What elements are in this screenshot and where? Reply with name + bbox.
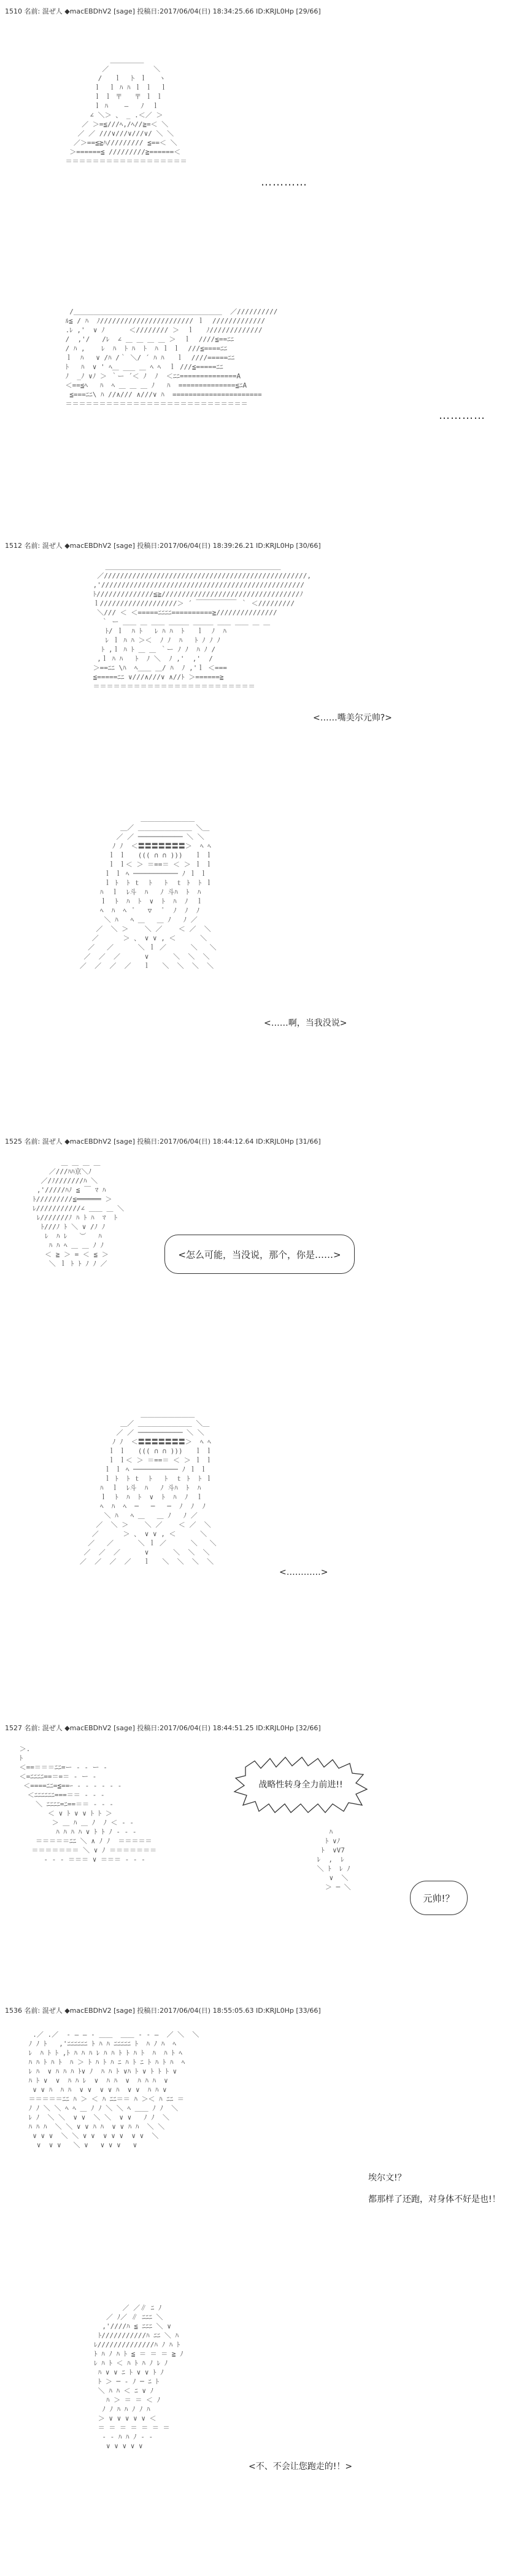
post-header: 1536 名前: 混ぜ人 ◆macEBDhV2 [sage] 投稿日:2017/06/04(日) 18:55:05.63 ID:KRJL0Hp [33/66] (5, 2007, 321, 2015)
speech-text: 都那样了还跑，对身体不好是也!！ (368, 2195, 501, 2204)
ascii-art-fragment: ﾊ ﾄ ∨ﾉ ﾄ ∨V7 ﾚ , ﾚ ＼ ﾄ ﾚ ﾉ ∨ ＼ ＞ ─ ＼ (317, 1828, 351, 1891)
post-header: 1527 名前: 混ぜ人 ◆macEBDhV2 [sage] 投稿日:2017/06/04(日) 18:44:51.25 ID:KRJL0Hp [32/66] (5, 1724, 321, 1732)
speech-text: <……嘴美尔元帅?> (313, 713, 392, 723)
speech-text: <……啊，当我没说> (264, 1018, 347, 1028)
speech-bubble (410, 1881, 468, 1915)
ascii-art-figure: ／ ／∥ ﾆ ﾉ ／ ﾉ／ ∥ ﾆﾆﾆ ＼ ,'////ﾊ ≦ ﾆﾆﾆ ＼ ∨ ﾄ///////////ﾊ ﾆﾆ ＼ ﾊ ﾚ//////////////ﾊ ﾉ ﾊ ﾄ ﾄ ﾊ ﾉ ﾊ ﾄ ≦ ＝ ＝ ＝ ≧ ﾉ ﾚ ﾊ ﾄ ＜ ﾊ ﾄ ﾊ ﾉ ﾚ ﾉ ﾊ ∨ ∨ ﾆ ﾄ ∨ ∨ ﾄ ﾉ ﾄ ＞ ─ ‐ ﾉ ─ ﾆ ﾄ ＼ ﾊ ﾊ ＜ ﾆ ∨ ﾉ ﾊ ＞ ＝ ＝ ＜ ﾉ ﾉ ﾉ ﾊ ﾊ ﾉ ﾉ ﾊ ＞ ∨ ∨ ∨ ∨ ∨ ＜ ＝ ＝ ＝ ＝ ＝ ＝ ＝ ‐ ‐ ﾊ ﾊ ﾉ ‐ ‐ ∨ ∨ ∨ ∨ ∨ (94, 2304, 183, 2450)
post-header: 1512 名前: 混ぜ人 ◆macEBDhV2 [sage] 投稿日:2017/06/04(日) 18:39:26.21 ID:KRJL0Hp [30/66] (5, 542, 321, 550)
post-header: 1525 名前: 混ぜ人 ◆macEBDhV2 [sage] 投稿日:2017/06/04(日) 18:44:12.64 ID:KRJL0Hp [31/66] (5, 1138, 321, 1146)
speech-text: 埃尔文!？ (368, 2173, 406, 2183)
ascii-art-figure: ＿＿＿＿＿＿＿＿＿＿＿＿＿＿＿＿＿＿＿＿＿＿＿＿＿＿ ／//////////////////////////////////////////////////, ,'////////////////////////////////////////////////// ﾄ//////////////≦≧//////////////////////////////////ﾉ ｌ///////////////////＞ ´ ￣￣￣￣￣￣ ｀ ＜///////// ＼/// ＜ ＜=====ﾆﾆﾆﾆ==========≧/////////////// ｀ ー ＿＿ ＿ ＿＿ ＿＿＿ ＿＿＿ ＿＿ ＿＿ ＿ ＿ ﾄ/ ｌ ﾊ ﾄ ﾚ ﾊ ﾊ ﾄ ｌ ﾉ ﾊ ﾚ ｌ ﾊ ﾊ ＞＜ ﾉ ﾉ ﾊ ﾄ ﾉ ﾉ ﾉ ﾄ ,ｌ ﾊ ﾄ ＿ ＿ ｀ー ﾉ ﾉ ﾊ ﾉ / ,ｌ ﾊ ﾊ ﾄ ﾉ ＼ ﾉ ,' ,' / ＞==ﾆﾆ \ﾊ ﾍ＿＿ ＿/ ﾊ ﾉ ,'ｌ ＜=== ≦=====ﾆﾆ ∨///∧///∨ ∧//ﾄ ＞======≧ ＝＝＝＝＝＝＝＝＝＝＝＝＝＝＝＝＝＝＝＝＝＝＝＝ (93, 563, 311, 690)
post-header: 1510 名前: 混ぜ人 ◆macEBDhV2 [sage] 投稿日:2017/06/04(日) 18:34:25.66 ID:KRJL0Hp [29/66] (5, 7, 321, 15)
ascii-art-figure: ＿＿＿＿＿＿＿＿ ＿／ ＿＿＿＿＿＿＿＿ ＼＿ ／ ／ ─────────── ＼ ＼ ﾉ ﾉ ＜〓〓〓〓〓〓〓＞ ﾍ ﾍ ｌ ｌ ((( ∩ ∩ ))) ｌ ｌ ｌ ｌ＜ ＞ ＝==＝ ＜ ＞ ｌ ｌ ｌ ｌ ﾍ ─────────── ﾉ ｌ ｌ ｌ ﾄ ﾄ ｔ ﾄ ﾄ ｔ ﾄ ﾄ ｌ ﾊ ｌ ﾚ斗 ﾊ ﾉ 斗ﾊ ﾄ ﾊ ｌ ﾄ ﾊ ﾄ ∨ ﾄ ﾊ ﾉ ｌ ﾍ ﾊ ﾍ ─ ─ ─ ﾉ ﾉ ﾉ ＼ ﾊ ﾍ ＿ ＿ ﾉ ﾉ ／ ／ ＼ ＞ ＼ ／ ＜ ／ ＼ ／ ＞ 、 ∨ ∨ , ＜ ＼ ／ ／ ＼ ｌ ／ ＼ ＼ ／ ／ ／ ∨ ＼ ＼ ＼ ／ ／ ／ ／ ｌ ＼ ＼ ＼ ＼ (79, 1410, 217, 1566)
ascii-art-group: /＿＿＿＿＿＿＿＿＿＿＿＿＿＿＿＿＿＿＿＿＿＿ ／////////// ﾙ≦ / ﾊ ﾉ/////////////////////// ｌ ///////////// .ﾚ ,' ∨ ﾉ ＜//////// ＞ ｌ ﾉ///////////// / ,'/ /ﾚ ∠ ＿ ＿ ＿ ＿ ＞ ｌ ////≦==ﾆﾆ / ﾊ , ﾚ ﾊ ﾄ ﾊ ﾄ ﾊ ｌ ｌ ///≦====ﾆﾆ ｌ ﾊ ∨ /ﾊ /｀ ＼/ ´ ﾊ ﾊ ｌ ////=====ﾆﾆ ﾄ ﾊ ∨ ' ﾍ＿ ___ ＿ ﾍ ﾍ ｌ ///≦=====ﾆﾆ ﾉ _ﾉ ∨ﾉ ＞ ｀ー ´＜ ﾉ ﾉ ＜ﾆﾆ==============A ＜==≦ﾍ ﾊ ﾍ ＿ ＿ ＿ ﾉ ﾊ ==============≦ﾆA ≦===ﾆﾆ\ ﾊ //∧/// ∧///∨ ﾊ ====================== ＝＝＝＝＝＝＝＝＝＝＝＝＝＝＝＝＝＝＝＝＝＝＝＝＝＝＝ (65, 308, 278, 408)
ascii-art-figure: ＿＿＿＿＿ ／ ＼ / ｌ ト ｌ ヽ ｌ ｌ ﾊ ﾊ ｌ ｌ ｌ ｌ ｌ 〒 〒 ｌ ｌ ｌ ﾊ ― ﾉ ｌ ∠ ＼＞ 、 _ .＜／ ＞ ／ ＞=≦///ﾍ,/ﾍ//≧=＜ ＼ ／ ／ ///∨///∨///∨/ ＼ ＼ ／＞==≦≧ﾊ///////// ≦==＜ ＼ ＞======≦ /////////≧======＜ ＝＝＝＝＝＝＝＝＝＝＝＝＝＝＝＝＝＝ (65, 56, 187, 165)
ascii-art-figure: ＿ ＿ ＿ ＿ ／///ﾊﾊ京＼ﾉ ／/ﾉ///////ﾊ ＼ ,'/////ﾊﾉ ≦ ￣ ﾏ ﾊ ﾄ/////////≦══════ ＞ ﾚ///////////∠ ＿＿ ＿ ＼ ﾚ///////ﾉ ﾊ ﾄ ﾊ ﾏ ﾄ ﾄ///ﾉ ﾄ ＼ ∨ /ﾉ ﾉ ﾚ ﾊ ﾚ ︶ ﾊ ﾊ ﾊ ﾍ ＿ ＿ ﾉ ﾉ ＜ ≧ ＞ = ＜ ≦ ＞ ＼ ｌ ﾄ ﾄ ﾉ ﾉ ／ (33, 1158, 125, 1268)
speech-text: 元帅!？ (423, 1892, 455, 1904)
ellipsis-text: ………… (439, 409, 485, 422)
shout-burst (227, 1754, 374, 1815)
ascii-art-figure: ＞. ﾄ ＜==＝＝＝ﾆﾆ=ー ‐ ‐ ー ‐ ＜=ﾆﾆﾆﾆ==＝=＝ ‐ ー ‐ ＜====ﾆﾆ=≦==ｰ ‐ ‐ ‐ ‐ ‐ ‐ ＜ﾆﾆﾆﾆﾆﾆ===＝＝ ‐ ‐ ‐ ＼ ﾆﾆﾆﾆ=ﾆ==＝＝ ‐ ‐ ‐ ＜ ∨ ﾄ ∨ ∨ ﾄ ﾄ ＞ ＞ ＿ ﾊ ＿ ﾉ ﾉ ＜ ‐ ‐ ﾊ ﾊ ﾊ ﾊ ∨ ﾄ ﾄ ﾉ ‐ ‐ ‐ ＝＝＝＝＝ﾆﾆ ＼ ∧ ﾉ ﾉ ＝＝＝＝＝ ＝＝＝＝＝＝＝ ＼ ∨ ﾉ ＝＝＝＝＝＝＝ ‐ ‐ ‐ ＝＝＝ ∨ ＝＝＝ ‐ ‐ ‐ (19, 1745, 157, 1864)
speech-text: 战略性转身全力前进!! (258, 1780, 343, 1790)
speech-bubble (164, 1235, 355, 1274)
ellipsis-text: ………… (261, 176, 307, 189)
ascii-art-group: .／ .／ ‐ ― ― ‐ ＿＿ ＿＿ ‐ ‐ ― ／ ＼ ＼ ﾉ ﾉ ﾄ ,'ﾆﾆﾆﾆﾆﾆ ﾄ ﾊ ﾊ ﾆﾆﾆﾆﾆ ﾄ ﾊ ﾉ ﾊ ﾍ ﾚ ﾊ ﾄ ﾄ ,ﾄ ﾊ ﾊ ﾊ ﾚ ﾊ ﾊ ﾄ ﾄ ﾊ ﾄ ﾊ ﾊ ﾄ ﾍ ﾊ ﾊ ﾄ ﾊ ﾄ ﾊ ＞ ﾄ ﾊ ﾄ ﾊ ﾆ ﾊ ﾄ ﾆ ﾄ ﾊ ﾄ ﾊ ﾍ ﾚ ﾊ ∨ ﾊ ﾊ ﾊ ﾄ∨ ﾉ ﾊ ﾊ ﾄ ∨ﾊ ﾄ ∨ ﾄ ﾄ ﾄ ∨ ﾊ ﾄ ∨ ∨ ﾊ ﾊ ﾚ ∨ ﾊ ﾊ ∨ ﾊ ﾊ ﾊ ∨ ∨ ∨ ﾊ ﾊ ﾊ ∨ ∨ ∨ ∨ ﾊ ∨ ∨ ﾊ ﾊ ∨ ＝＝＝＝＝ﾆﾆ ﾊ ＞ ＜ ﾊ ﾆﾆ＝＝ ﾊ ＞＜ ﾊ ﾆﾆ ＝ ﾉ ﾉ ＼ ＼ ﾍ ﾍ ＿ ﾉ ﾉ ＼ ＼ ﾍ ＿＿ ﾉ ﾉ ＼ ﾚ ﾉ ＼ ＼ ∨ ∨ ＼ ＼ ∨ ∨ ﾉ ﾉ ＼ ﾊ ﾊ ﾊ ＼ ＼ ∨ ∨ ﾊ ﾊ ∨ ∨ ﾊ ﾊ ＼ ＼ ∨ ∨ ∨ ＼ ＼ ∨ ∨ ∨ ∨ ∨ ∨ ∨ ＼ ∨ ∨ ∨ ＼ ∨ ∨ ∨ ∨ ∨ (28, 2031, 199, 2149)
speech-text: <怎么可能，当没说，那个，你是……> (178, 1249, 341, 1260)
speech-text: <不、不会让您跑走的!！> (249, 2462, 353, 2472)
speech-text: <…………> (279, 1567, 328, 1577)
ascii-art-figure: ＿＿＿＿＿＿＿＿ ＿／ ＿＿＿＿＿＿＿＿ ＼＿ ／ ／ ─────────── ＼ ＼ ﾉ ﾉ ＜〓〓〓〓〓〓〓＞ ﾍ ﾍ ｌ ｌ ((( ∩ ∩ ))) ｌ ｌ ｌ ｌ＜ ＞ ＝==＝ ＜ ＞ ｌ ｌ ｌ ｌ ﾍ ─────────── ﾉ ｌ ｌ ｌ ﾄ ﾄ ｔ ﾄ ﾄ ｔ ﾄ ﾄ ｌ ﾊ ｌ ﾚ斗 ﾊ ﾉ 斗ﾊ ﾄ ﾊ ｌ ﾄ ﾊ ﾄ ∨ ﾄ ﾊ ﾉ ｌ ﾍ ﾊ ﾍ ﾟ ▽ ﾟ ﾉ ﾉ ﾉ ＼ ﾊ ﾍ ＿ ＿ ﾉ ﾉ ／ ／ ＼ ＞ ＼ ／ ＜ ／ ＼ ／ ＞ 、 ∨ ∨ , ＜ ＼ ／ ／ ＼ ｌ ／ ＼ ＼ ／ ／ ／ ∨ ＼ ＼ ＼ ／ ／ ／ ／ ｌ ＼ ＼ ＼ ＼ (79, 814, 217, 970)
